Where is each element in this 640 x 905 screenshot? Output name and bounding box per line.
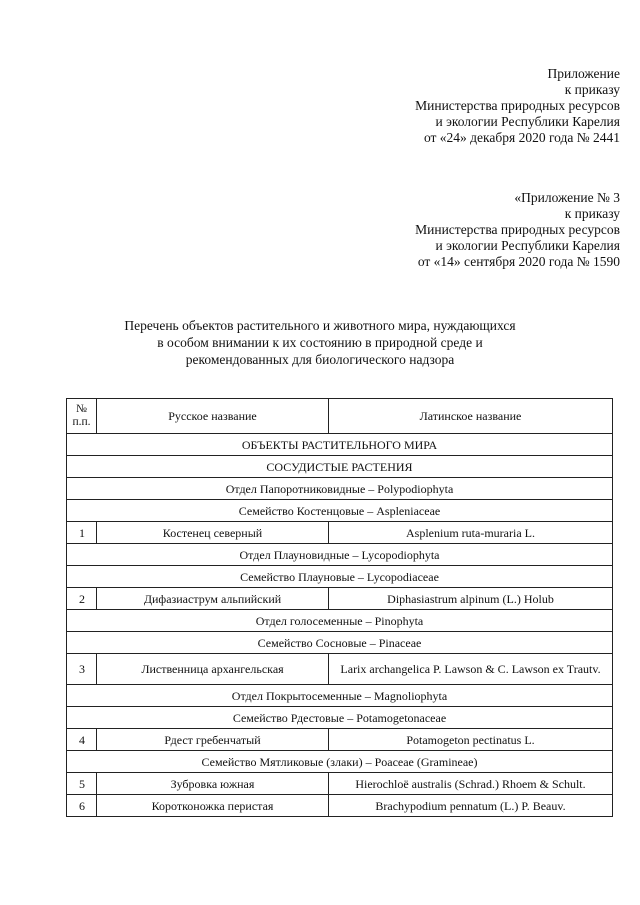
russian-name: Костенец северный (97, 522, 329, 544)
species-table-body (67, 399, 613, 817)
table-row (67, 729, 613, 751)
appendix-3-header (415, 190, 620, 270)
title-line: рекомендованных для биологического надзора (185, 352, 455, 367)
table-section-row (67, 500, 613, 522)
section-title: Отдел Плауновидные – Lycopodiophyta (67, 544, 613, 566)
appendix-header-line: и экологии Республики Карелия (435, 114, 620, 129)
russian-name: Рдест гребенчатый (97, 729, 329, 751)
table-section-row (67, 707, 613, 729)
appendix-header-line: «Приложение № 3 (514, 190, 620, 205)
row-number: 1 (67, 522, 97, 544)
section-title: Отдел голосеменные – Pinophyta (67, 610, 613, 632)
russian-name: Лиственница архангельская (97, 654, 329, 685)
section-title: Семейство Плауновые – Lycopodiaceae (67, 566, 613, 588)
russian-name: Дифазиаструм альпийский (97, 588, 329, 610)
row-number: 5 (67, 773, 97, 795)
row-number: 6 (67, 795, 97, 817)
document-title (60, 317, 580, 368)
russian-name: Зубровка южная (97, 773, 329, 795)
table-section-row (67, 610, 613, 632)
table-header-row (67, 399, 613, 434)
section-title: Отдел Папоротниковидные – Polypodiophyta (67, 478, 613, 500)
latin-name: Brachypodium pennatum (L.) P. Beauv. (329, 795, 613, 817)
appendix-header-line: Министерства природных ресурсов (415, 98, 620, 113)
table-row (67, 522, 613, 544)
title-line: в особом внимании к их состоянию в природной среде и (157, 335, 483, 350)
appendix-header-line: и экологии Республики Карелия (435, 238, 620, 253)
row-number: 3 (67, 654, 97, 685)
appendix-header-line: к приказу (564, 206, 620, 221)
header-russian-name: Русское название (97, 399, 329, 434)
table-section-row (67, 632, 613, 654)
table-row (67, 773, 613, 795)
latin-name: Asplenium ruta-muraria L. (329, 522, 613, 544)
latin-name: Potamogeton pectinatus L. (329, 729, 613, 751)
species-table (66, 398, 613, 817)
appendix-header-line: от «24» декабря 2020 года № 2441 (423, 130, 620, 145)
appendix-header-line: Министерства природных ресурсов (415, 222, 620, 237)
section-title: ОБЪЕКТЫ РАСТИТЕЛЬНОГО МИРА (67, 434, 613, 456)
table-row (67, 588, 613, 610)
table-row (67, 795, 613, 817)
header-latin-name: Латинское название (329, 399, 613, 434)
section-title: Семейство Сосновые – Pinaceae (67, 632, 613, 654)
appendix-header-line: от «14» сентября 2020 года № 1590 (417, 254, 620, 269)
table-section-row (67, 456, 613, 478)
table-row (67, 654, 613, 685)
latin-name: Diphasiastrum alpinum (L.) Holub (329, 588, 613, 610)
appendix-header-line: Приложение (547, 66, 620, 81)
section-title: Семейство Рдестовые – Potamogetonaceae (67, 707, 613, 729)
appendix-header (415, 66, 620, 146)
latin-name: Hierochloë australis (Schrad.) Rhoem & Schult. (329, 773, 613, 795)
appendix-header-line: к приказу (564, 82, 620, 97)
russian-name: Коротконожка перистая (97, 795, 329, 817)
latin-name: Larix archangelica P. Lawson & C. Lawson ex Trautv. (329, 654, 613, 685)
table-section-row (67, 751, 613, 773)
section-title: Семейство Мятликовые (злаки) – Poaceae (Gramineae) (67, 751, 613, 773)
section-title: Отдел Покрытосеменные – Magnoliophyta (67, 685, 613, 707)
table-section-row (67, 566, 613, 588)
table-section-row (67, 478, 613, 500)
table-section-row (67, 434, 613, 456)
row-number: 4 (67, 729, 97, 751)
section-title: СОСУДИСТЫЕ РАСТЕНИЯ (67, 456, 613, 478)
header-number: № п.п. (67, 399, 97, 434)
table-section-row (67, 544, 613, 566)
row-number: 2 (67, 588, 97, 610)
section-title: Семейство Костенцовые – Aspleniaceae (67, 500, 613, 522)
title-line: Перечень объектов растительного и животного мира, нуждающихся (124, 318, 516, 333)
table-section-row (67, 685, 613, 707)
